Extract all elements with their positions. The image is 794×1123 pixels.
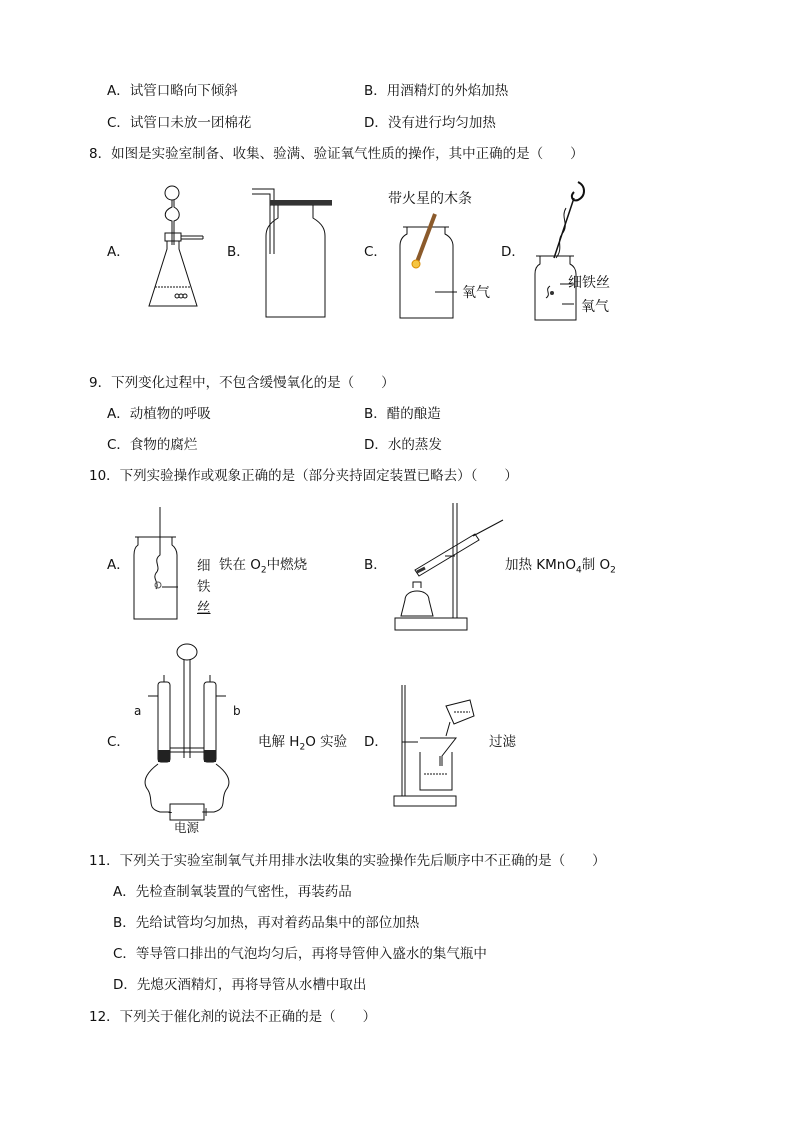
q8-fig-c-gas-label: 氧气	[462, 285, 490, 301]
q8-label-c: C．	[364, 244, 387, 260]
q11-option-d: D．先熄灭酒精灯，再将导管从水槽中取出	[113, 977, 367, 993]
q10-fig-b-caption-mid: 制 O	[581, 557, 611, 573]
q7-option-c: C．试管口未放一团棉花	[107, 115, 252, 131]
q8-label-d: D．	[501, 244, 525, 260]
q10-fig-c-power-label: 电源	[174, 820, 200, 835]
q10-label-b: B．	[364, 557, 387, 573]
q10-fig-a-caption-pre: 铁在 O	[219, 557, 261, 573]
q10-fig-c-label-a: a	[134, 704, 142, 718]
q10-fig-b-caption-pre: 加热 KMnO	[505, 557, 576, 573]
q8-fig-d-gas-label: 氧气	[581, 299, 609, 315]
q10-fig-b-caption	[505, 556, 616, 580]
q8-fig-b-gas-jar	[250, 184, 335, 320]
q10-fig-c-caption-sub: 2	[299, 742, 306, 753]
q10-label-a: A．	[107, 557, 130, 573]
q8-fig-c-caption: 带火星的木条	[388, 191, 472, 207]
q7-option-d: D．没有进行均匀加热	[364, 115, 496, 131]
q12-stem: 12．下列关于催化剂的说法不正确的是（ ）	[89, 1009, 377, 1025]
q10-fig-b-caption-sub1: 4	[575, 565, 582, 576]
q11-option-b: B．先给试管均匀加热，再对着药品集中的部位加热	[113, 915, 420, 931]
q10-fig-c-caption-pre: 电解 H	[258, 734, 300, 750]
q8-label-b: B．	[227, 244, 250, 260]
q10-fig-a-wire-2: 铁	[197, 579, 211, 595]
q8-label-a: A．	[107, 244, 130, 260]
q9-option-b: B．醋的酿造	[364, 406, 441, 422]
q11-option-c: C．等导管口排出的气泡均匀后，再将导管伸入盛水的集气瓶中	[113, 946, 487, 962]
q9-option-a: A．动植物的呼吸	[107, 406, 211, 422]
q10-fig-a-caption-sub: 2	[260, 565, 267, 576]
q7-option-b: B．用酒精灯的外焰加热	[364, 83, 509, 99]
q10-fig-a-caption-post: 中燃烧	[266, 557, 308, 573]
q10-fig-b-heating-apparatus	[385, 500, 505, 635]
q8-fig-c-splint-jar	[395, 212, 460, 322]
q10-label-d: D．	[364, 734, 388, 750]
q9-option-d: D．水的蒸发	[364, 437, 442, 453]
q10-stem: 10．下列实验操作或观象正确的是（部分夹持固定装置已略去）（ ）	[89, 468, 518, 484]
q8-fig-a-flask-apparatus	[145, 183, 215, 313]
q9-stem: 9．下列变化过程中，不包含缓慢氧化的是（ ）	[89, 375, 395, 391]
q10-fig-a-wire-3: 丝	[197, 600, 211, 616]
q10-fig-d-filtration-apparatus	[390, 682, 490, 810]
q8-fig-d-wire-label: 细铁丝	[568, 275, 610, 291]
q11-stem: 11．下列关于实验室制氧气并用排水法收集的实验操作先后顺序中不正确的是（ ）	[89, 853, 606, 869]
q10-fig-c-label-b: b	[233, 704, 241, 718]
q10-fig-c-caption	[258, 733, 347, 757]
q10-fig-c-electrolysis-apparatus	[140, 640, 255, 840]
q10-fig-c-caption-post: O 实验	[305, 734, 348, 750]
q8-stem: 8．如图是实验室制备、收集、验满、验证氧气性质的操作，其中正确的是（ ）	[89, 146, 584, 162]
q10-fig-a-iron-jar	[132, 505, 192, 623]
q10-label-c: C．	[107, 734, 130, 750]
q11-option-a: A．先检查制氧装置的气密性，再装药品	[113, 884, 352, 900]
q9-option-c: C．食物的腐烂	[107, 437, 198, 453]
q10-fig-b-caption-sub2: 2	[610, 565, 616, 576]
q10-fig-c-minus: -	[168, 805, 173, 819]
q10-fig-a-caption	[219, 556, 307, 580]
q10-fig-d-caption: 过滤	[489, 734, 516, 750]
q10-fig-a-wire-1: 细	[197, 558, 211, 574]
q7-option-a: A．试管口略向下倾斜	[107, 83, 238, 99]
q10-fig-c-plus: +	[201, 805, 212, 819]
